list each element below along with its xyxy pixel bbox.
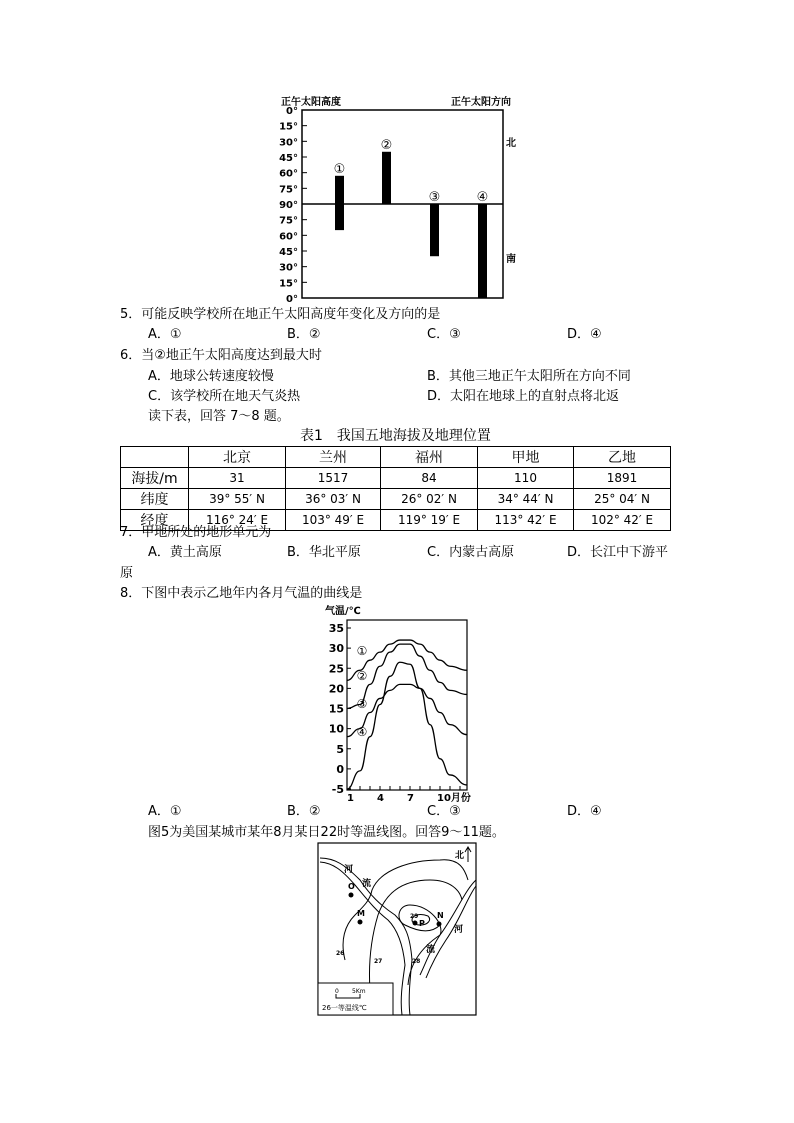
river-label: 河	[454, 925, 464, 935]
tick-label: 10	[328, 722, 344, 736]
isotherm-label: 26	[336, 950, 345, 957]
tick-label: 35	[328, 622, 344, 635]
table-cell: 36° 03′ N	[286, 489, 381, 510]
point-label: P	[419, 919, 425, 928]
isotherm-label: 27	[374, 958, 383, 965]
read-table-instruction: 读下表，回答 7～8 题。	[148, 409, 290, 424]
tick-label: 25	[328, 662, 344, 676]
table-cell: 116° 24′ E	[189, 510, 286, 531]
q7-option-d: D．长江中下游平	[567, 545, 669, 560]
tick-label: 60°	[279, 231, 298, 243]
x-tick-label: 10月份	[437, 793, 471, 804]
table-caption: 表1 我国五地海拔及地理位置	[300, 428, 491, 444]
q7-option-d-wrap: 原	[120, 566, 134, 581]
table-cell: 34° 44′ N	[478, 489, 574, 510]
q5-option-d: D．④	[567, 327, 602, 342]
q8-option-b: B．②	[287, 804, 321, 819]
table-header: 北京	[189, 447, 286, 468]
table-header: 福州	[381, 447, 478, 468]
table-header	[121, 447, 189, 468]
curve-label: ④	[356, 725, 368, 739]
table-header: 兰州	[286, 447, 381, 468]
point-O	[349, 893, 354, 898]
q5-option-a: A．①	[148, 327, 182, 342]
bar-4	[478, 204, 487, 298]
tick-label: 45°	[279, 153, 298, 164]
point-label: O	[348, 882, 355, 891]
q7-stem: 7．甲地所处的地形单元为	[120, 525, 272, 540]
y-axis-label: 正午太阳高度	[281, 97, 341, 108]
tick-label: 75°	[279, 215, 298, 227]
legend-text: 26一等温线℃	[322, 1004, 367, 1012]
table-header: 甲地	[478, 447, 574, 468]
table-row	[121, 489, 671, 510]
tick-label: 0°	[286, 106, 298, 117]
location-table	[120, 446, 671, 531]
bar-label: ①	[333, 161, 346, 177]
tick-label: 60°	[279, 168, 298, 180]
bar-label: ③	[428, 190, 441, 205]
row-label: 纬度	[121, 489, 189, 510]
direction-label: 正午太阳方向	[451, 97, 511, 108]
q7-option-a: A．黄土高原	[148, 545, 222, 560]
tick-label: -5	[331, 783, 344, 796]
curve-label: ②	[356, 669, 368, 683]
table-cell: 31	[189, 468, 286, 489]
bar-2	[382, 152, 391, 204]
scale-zero: 0	[335, 988, 339, 995]
tick-label: 90°	[279, 200, 298, 211]
tick-label: 30°	[279, 137, 298, 149]
q5-option-c: C．③	[427, 327, 461, 342]
q5-stem: 5．可能反映学校所在地正午太阳高度年变化及方向的是	[120, 307, 441, 322]
scale-label: 5Km	[352, 988, 366, 995]
tick-label: 0°	[286, 294, 298, 305]
north-label: 北	[506, 138, 516, 149]
north-text: 北	[455, 851, 465, 861]
tick-label: 45°	[279, 247, 298, 258]
bar-label: ④	[476, 190, 489, 205]
table-cell: 119° 19′ E	[381, 510, 478, 531]
curve-label: ①	[356, 644, 368, 658]
isotherm-label: 29	[410, 913, 419, 920]
bar-1	[335, 176, 344, 230]
river-label: 流	[426, 945, 436, 955]
tick-label: 5	[336, 742, 344, 756]
isotherm	[369, 880, 462, 990]
point-label: M	[357, 909, 365, 918]
isotherm-label: 28	[412, 958, 421, 965]
q8-option-d: D．④	[567, 804, 602, 819]
tick-label: 75°	[279, 184, 298, 196]
table-cell: 1891	[574, 468, 671, 489]
table-cell: 39° 55′ N	[189, 489, 286, 510]
river-label: 河	[344, 865, 354, 875]
temp-y-label: 气温/℃	[325, 606, 361, 617]
table-cell: 113° 42′ E	[478, 510, 574, 531]
north-arrow-icon	[465, 847, 471, 862]
table-cell: 103° 49′ E	[286, 510, 381, 531]
table-cell: 102° 42′ E	[574, 510, 671, 531]
table-cell: 1517	[286, 468, 381, 489]
q6-option-c: C．该学校所在地天气炎热	[148, 389, 301, 404]
q6-option-d: D．太阳在地球上的直射点将北返	[427, 389, 620, 404]
q5-option-b: B．②	[287, 327, 321, 342]
tick-label: 30°	[279, 262, 298, 274]
table-cell: 84	[381, 468, 478, 489]
x-tick-label: 1	[347, 793, 354, 804]
point-M	[358, 920, 363, 925]
table-header-row	[121, 447, 671, 468]
tick-label: 0	[336, 762, 344, 776]
table-cell: 25° 04′ N	[574, 489, 671, 510]
map-intro: 图5为美国某城市某年8月某日22时等温线图。回答9～11题。	[148, 825, 505, 840]
q6-option-b: B．其他三地正午太阳所在方向不同	[427, 369, 631, 384]
x-tick-label: 7	[407, 793, 414, 804]
q6-stem: 6．当②地正午太阳高度达到最大时	[120, 348, 322, 363]
table-cell: 110	[478, 468, 574, 489]
x-tick-label: 4	[377, 793, 384, 804]
table-header: 乙地	[574, 447, 671, 468]
point-label: N	[437, 911, 444, 920]
row-label: 经度	[121, 510, 189, 531]
south-label: 南	[506, 254, 516, 265]
table-cell: 26° 02′ N	[381, 489, 478, 510]
bar-3	[430, 204, 439, 256]
row-label: 海拔/m	[121, 468, 189, 489]
tick-label: 15°	[279, 121, 298, 133]
q7-option-c: C．内蒙古高原	[427, 545, 515, 560]
river-bank	[426, 886, 476, 978]
q8-stem: 8．下图中表示乙地年内各月气温的曲线是	[120, 586, 363, 601]
table-row	[121, 468, 671, 489]
tick-label: 20	[328, 682, 344, 696]
curve-label: ③	[356, 697, 368, 711]
point-N	[437, 922, 442, 927]
river-bank	[420, 880, 476, 975]
q7-option-b: B．华北平原	[287, 545, 361, 560]
point-P	[413, 921, 418, 926]
bar-label: ②	[380, 137, 393, 153]
river-label: 流	[362, 879, 372, 889]
tick-label: 15	[328, 702, 344, 716]
q6-option-a: A．地球公转速度较慢	[148, 369, 274, 384]
q8-option-c: C．③	[427, 804, 461, 819]
tick-label: 15°	[279, 278, 298, 290]
tick-label: 30	[328, 642, 344, 656]
q8-option-a: A．①	[148, 804, 182, 819]
